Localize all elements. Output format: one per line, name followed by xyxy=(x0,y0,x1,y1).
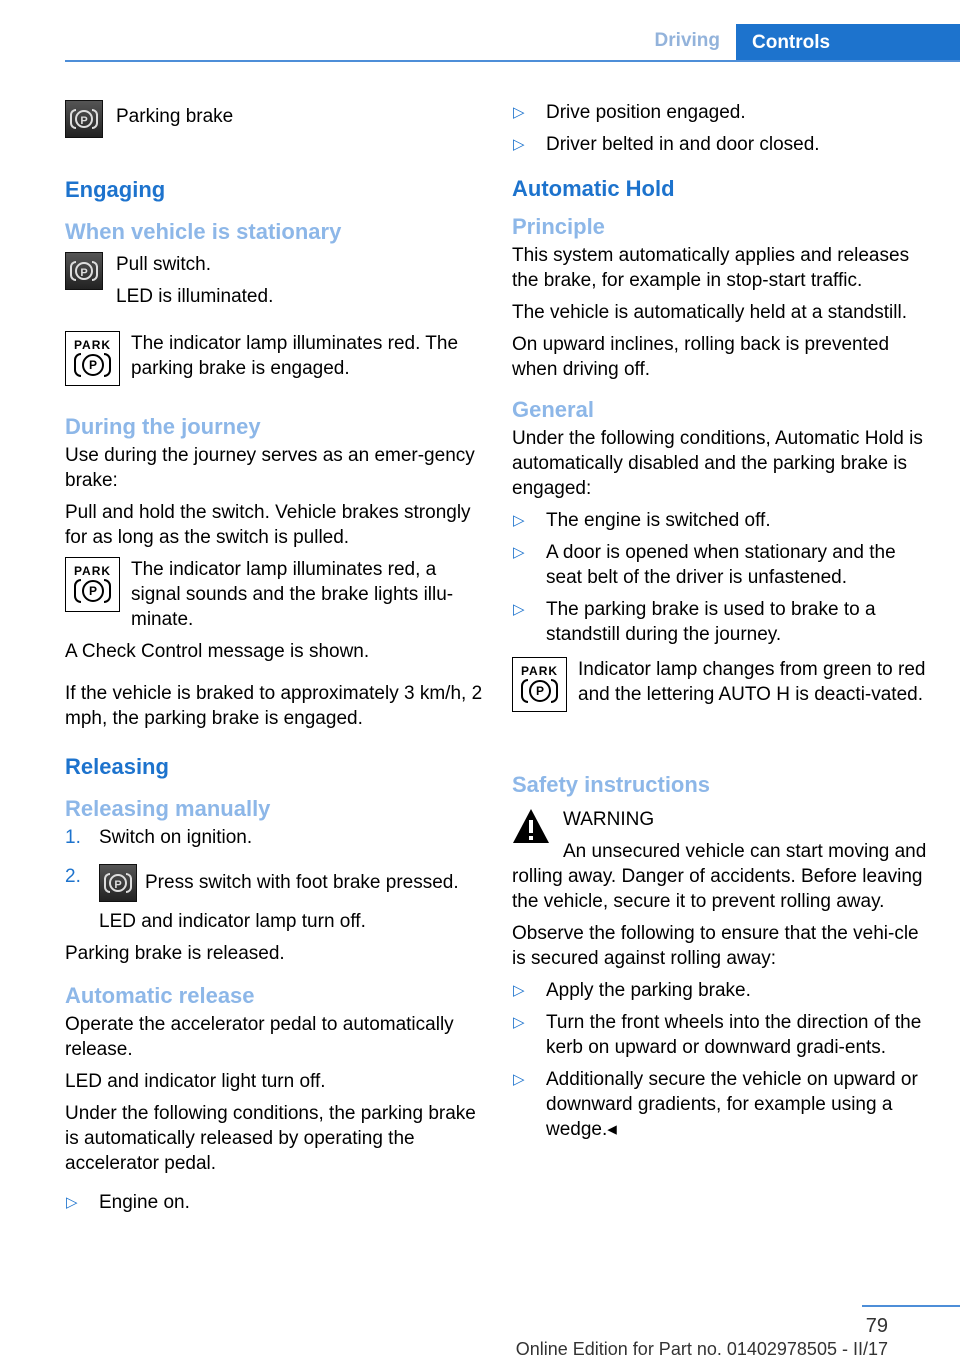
heading-automatic-hold: Automatic Hold xyxy=(512,176,675,201)
footer-rule xyxy=(862,1305,960,1307)
list-item: ▷ The engine is switched off. xyxy=(513,510,771,531)
principle-paragraph-1: This system automatically applies and releases the brake, for example in stop-start traffic. xyxy=(512,245,910,291)
right-column xyxy=(512,100,930,1149)
lamp-red-text: The indicator lamp illuminates red. The parking brake is engaged. xyxy=(131,333,459,379)
parking-brake-switch-icon: P xyxy=(99,864,137,902)
secure-instructions xyxy=(512,978,930,1142)
journey-lamp-text: The indicator lamp illuminates red, a signal sounds and the brake lights illu-minate. xyxy=(131,559,454,630)
park-indicator-icon: PARK P xyxy=(65,557,120,612)
general-conditions xyxy=(512,508,930,647)
park-indicator-icon: PARK P xyxy=(65,331,120,386)
parking-brake-switch-icon: P xyxy=(65,100,103,138)
pull-switch-text: Pull switch. xyxy=(116,254,212,275)
list-item: ▷ Additionally secure the vehicle on upward or downward gradients, for example using a wedge.◂ xyxy=(513,1069,918,1140)
release-steps xyxy=(65,825,483,902)
warning-text: An unsecured vehicle can start moving and rolling away. Danger of accidents. Before leaving the vehicle, secure it to prevent rolling away. xyxy=(512,841,927,912)
step2-subtext: LED and indicator lamp turn off. xyxy=(99,911,366,932)
intro-label: Parking brake xyxy=(116,106,234,127)
page-number: 79 xyxy=(865,1315,888,1337)
heading-auto-release: Automatic release xyxy=(65,983,255,1008)
intro-row xyxy=(65,100,483,150)
led-illuminated-text: LED is illuminated. xyxy=(116,286,274,307)
pull-switch-row xyxy=(65,252,483,309)
header-rule xyxy=(65,60,960,62)
observe-text: Observe the following to ensure that the vehi-cle is secured against rolling away: xyxy=(512,923,919,969)
heading-journey: During the journey xyxy=(65,414,261,439)
heading-principle: Principle xyxy=(512,214,605,239)
page-header xyxy=(0,24,960,62)
braked-speed-text: If the vehicle is braked to approximately 3 km/h, 2 mph, the parking brake is engaged. xyxy=(65,683,483,729)
parking-brake-switch-icon: P xyxy=(65,252,103,290)
heading-stationary: When vehicle is stationary xyxy=(65,219,342,244)
auto-release-paragraph-3: Under the following conditions, the parking brake is automatically released by operating the accelerator pedal. xyxy=(65,1103,476,1174)
check-control-text: A Check Control message is shown. xyxy=(65,641,370,662)
indicator-change-row xyxy=(512,657,930,747)
list-item: 2. P Press switch with foot brake pressed. xyxy=(65,864,483,902)
header-chapter-tab: Controls xyxy=(736,24,960,62)
header-section: Driving xyxy=(654,30,720,51)
list-item: ▷ Driver belted in and door closed. xyxy=(513,134,820,155)
warning-title: WARNING xyxy=(563,809,655,830)
list-item: ▷ The parking brake is used to brake to a standstill during the journey. xyxy=(513,599,876,645)
lamp-red-row xyxy=(65,331,483,409)
auto-release-paragraph-1: Operate the accelerator pedal to automatically release. xyxy=(65,1014,454,1060)
heading-general: General xyxy=(512,397,594,422)
heading-safety: Safety instructions xyxy=(512,772,711,797)
released-text: Parking brake is released. xyxy=(65,943,285,964)
journey-paragraph-2: Pull and hold the switch. Vehicle brakes strongly for as long as the switch is pulled. xyxy=(65,502,471,548)
list-item: ▷ Apply the parking brake. xyxy=(513,980,751,1001)
list-item: ▷ Drive position engaged. xyxy=(513,102,746,123)
warning-block xyxy=(512,807,930,914)
warning-triangle-icon xyxy=(512,807,550,845)
park-indicator-icon: PARK P xyxy=(512,657,567,712)
list-item: ▷ Turn the front wheels into the direction of the kerb on upward or downward gradi-ents. xyxy=(513,1012,922,1058)
general-paragraph: Under the following conditions, Automatic Hold is automatically disabled and the parking brake is engaged: xyxy=(512,428,923,499)
principle-paragraph-3: On upward inclines, rolling back is prevented when driving off. xyxy=(512,334,890,380)
heading-releasing: Releasing xyxy=(65,754,169,779)
journey-paragraph-1: Use during the journey serves as an emer-gency brake: xyxy=(65,445,475,491)
heading-engaging: Engaging xyxy=(65,177,166,202)
auto-release-paragraph-2: LED and indicator light turn off. xyxy=(65,1071,326,1092)
auto-release-conditions-continued xyxy=(512,100,930,157)
principle-paragraph-2: The vehicle is automatically held at a standstill. xyxy=(512,302,907,323)
journey-lamp-row xyxy=(65,557,483,632)
heading-releasing-manually: Releasing manually xyxy=(65,796,271,821)
auto-release-conditions xyxy=(65,1190,483,1215)
indicator-change-text: Indicator lamp changes from green to red and the lettering AUTO H is deacti-vated. xyxy=(578,659,926,705)
left-column xyxy=(65,100,483,1222)
list-item: 1. Switch on ignition. xyxy=(65,827,253,848)
list-item: ▷ Engine on. xyxy=(66,1192,190,1213)
list-item: ▷ A door is opened when stationary and the seat belt of the driver is unfastened. xyxy=(513,542,896,588)
edition-text: Online Edition for Part no. 01402978505 - II/17 xyxy=(515,1339,888,1359)
